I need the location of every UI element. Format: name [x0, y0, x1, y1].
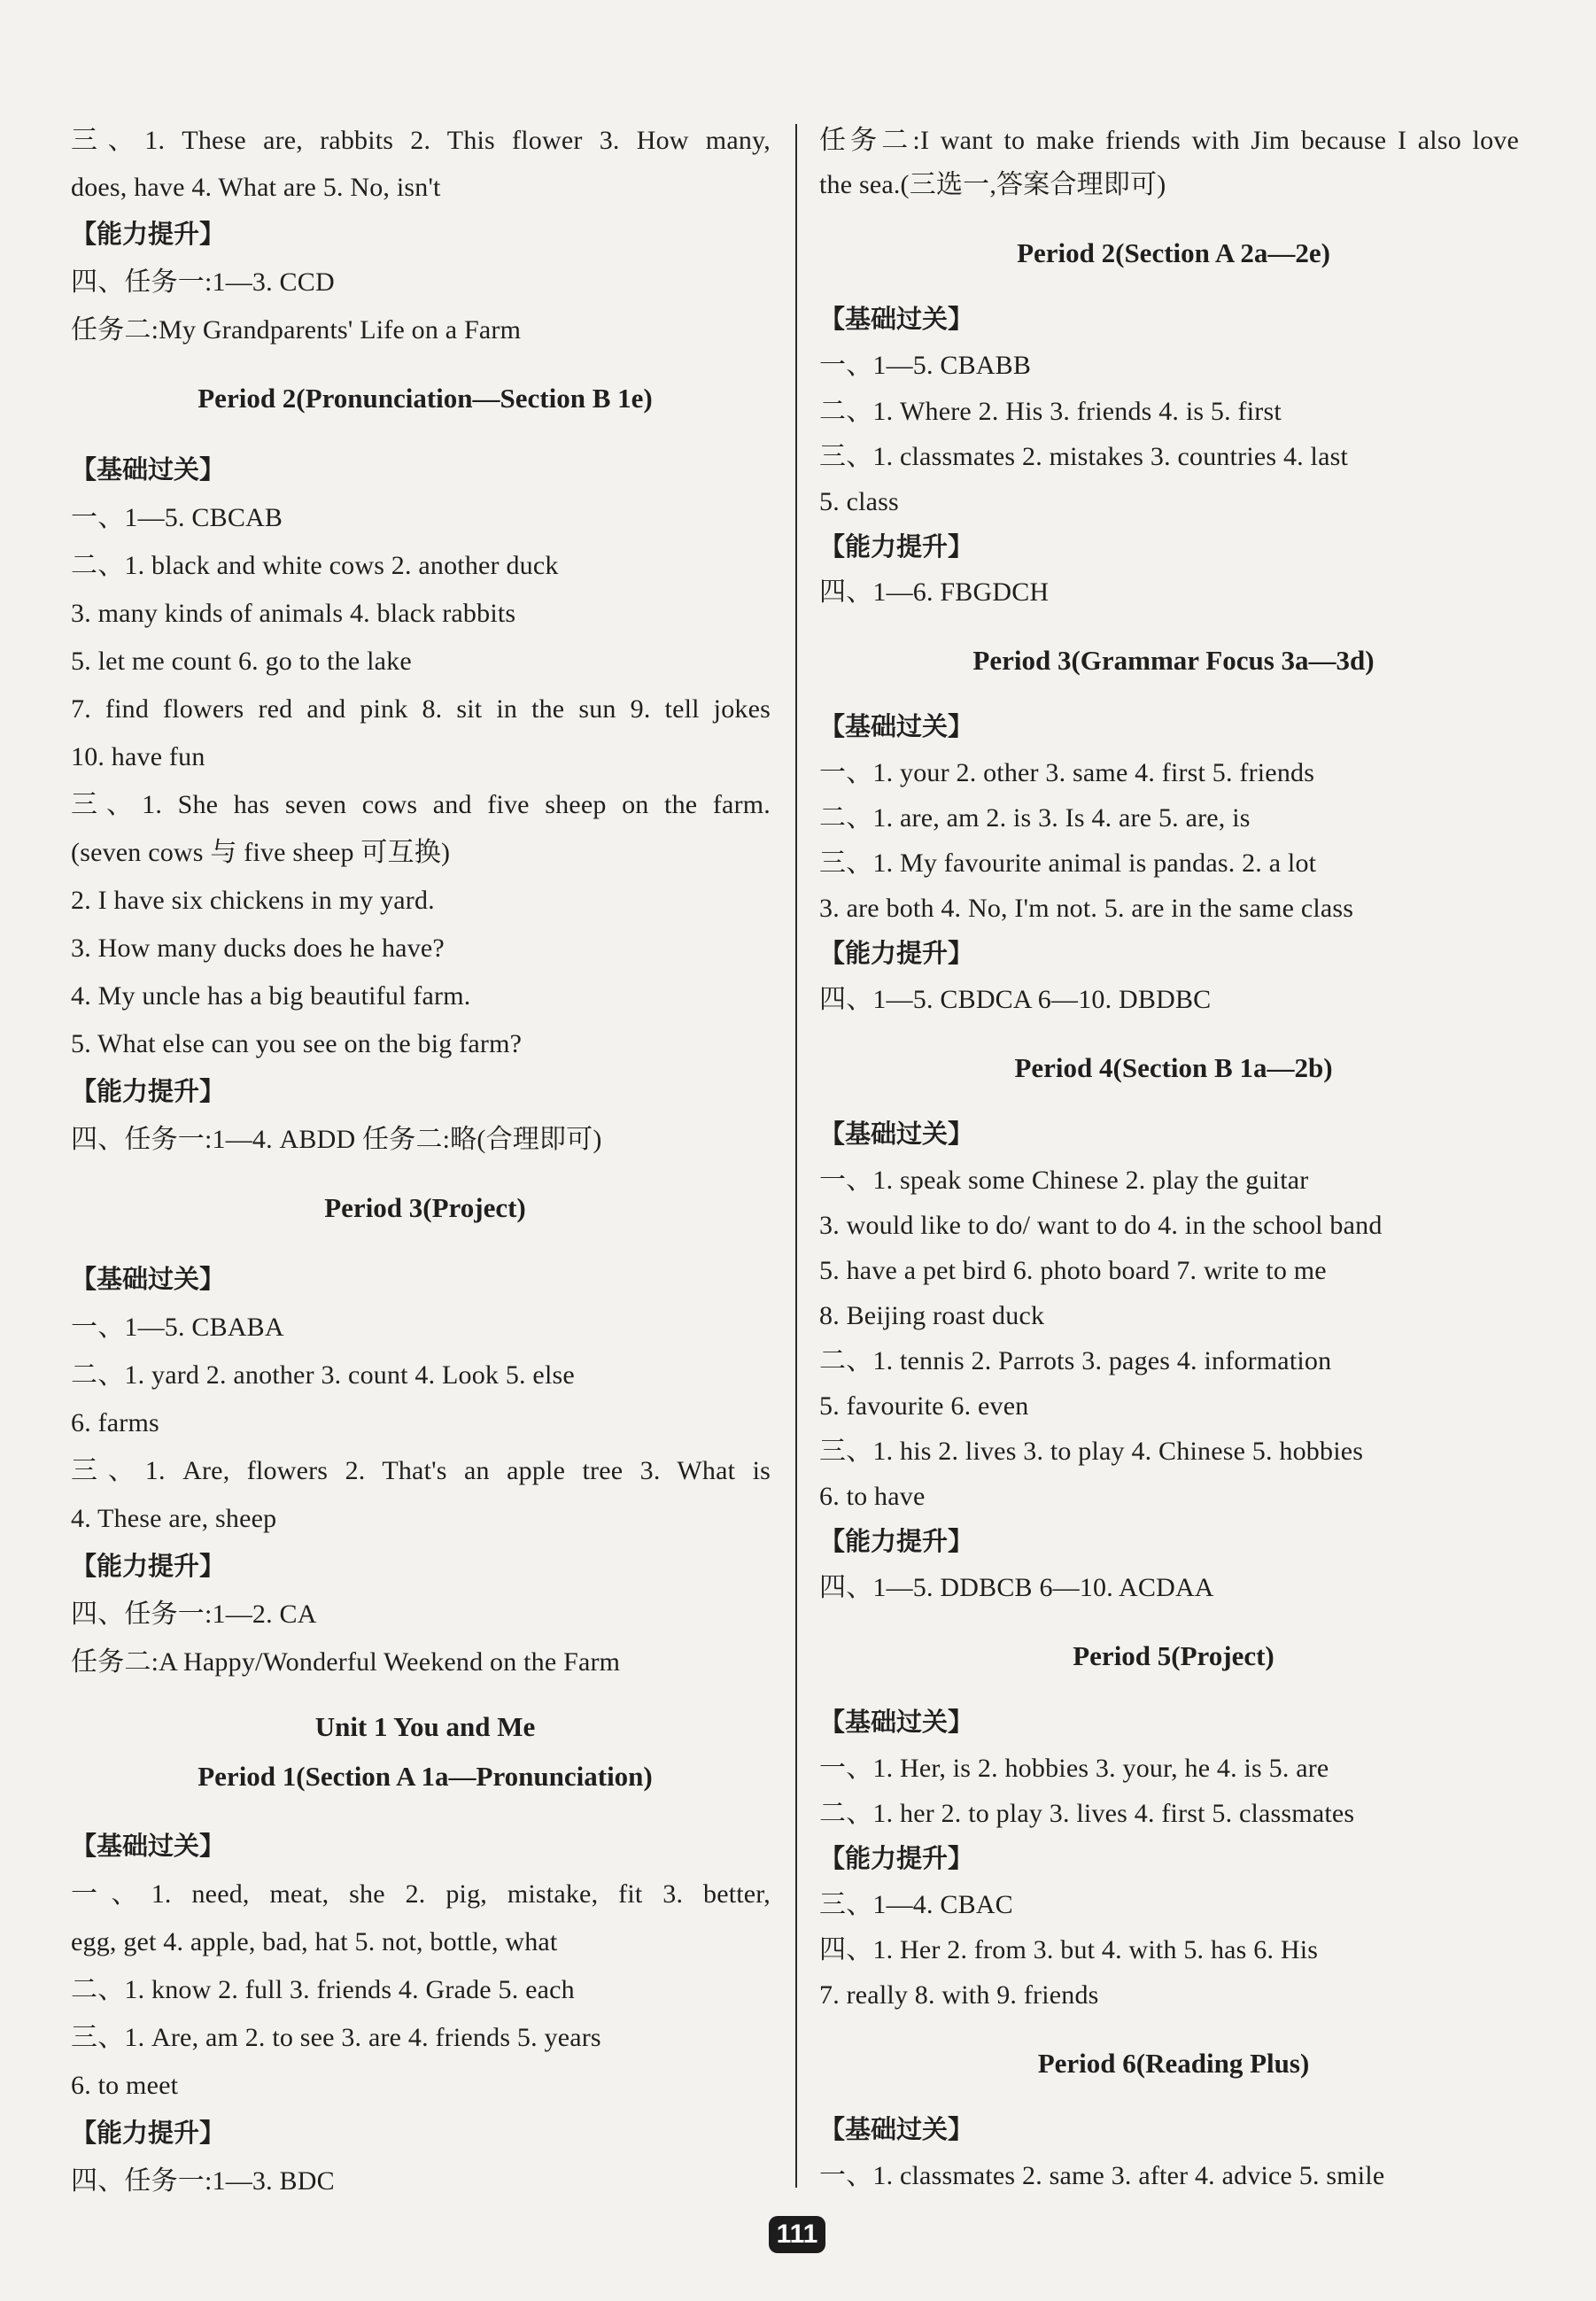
section-label: 【能力提升】 [71, 1076, 226, 1106]
period-heading: Period 1(Section A 1a—Pronunciation) [198, 1761, 653, 1792]
text-line: 2. I have six chickens in my yard. [71, 886, 435, 915]
text-line: 四、任务一:1—3. CCD [71, 267, 335, 297]
text-line: 5. let me count 6. go to the lake [71, 647, 412, 676]
period-heading: Period 2(Section A 2a—2e) [1017, 237, 1330, 268]
text-line: egg, get 4. apple, bad, hat 5. not, bottle, what [71, 1927, 558, 1956]
text-line: 三、1. Are, am 2. to see 3. are 4. friends 5. years [71, 2023, 601, 2052]
section-label: 【能力提升】 [71, 1551, 226, 1581]
text-line: 三、1—4. CBAC [819, 1890, 1013, 1919]
text-line: 四、任务一:1—2. CA [71, 1600, 317, 1629]
section-label: 【基础过关】 [819, 1119, 974, 1149]
text-line: 4. These are, sheep [71, 1504, 277, 1533]
text-line: 二、1. know 2. full 3. friends 4. Grade 5. each [71, 1975, 575, 2004]
section-label: 【能力提升】 [819, 1843, 974, 1873]
text-line: does, have 4. What are 5. No, isn't [71, 173, 441, 202]
section-label: 【基础过关】 [819, 304, 974, 334]
column-divider [795, 124, 797, 2188]
period-heading: Period 3(Grammar Focus 3a—3d) [972, 645, 1375, 676]
section-label: 【能力提升】 [819, 938, 974, 968]
text-line: 6. to meet [71, 2071, 179, 2100]
section-label: 【基础过关】 [819, 711, 974, 741]
text-line: 三、1. These are, rabbits 2. This flower 3. How many, [71, 126, 771, 155]
text-line: 3. would like to do/ want to do 4. in the school band [819, 1211, 1383, 1240]
text-line: 四、1—6. FBGDCH [819, 577, 1050, 607]
text-line: 5. What else can you see on the big farm? [71, 1029, 523, 1058]
section-label: 【基础过关】 [819, 1707, 974, 1737]
text-line: 三、1. She has seven cows and five sheep on the farm. [71, 790, 771, 819]
text-line: 5. class [819, 487, 899, 516]
period-heading: Period 2(Pronunciation—Section B 1e) [198, 383, 653, 414]
text-line: 3. How many ducks does he have? [71, 934, 445, 963]
text-line: 8. Beijing roast duck [819, 1301, 1045, 1330]
text-line: 一、1. classmates 2. same 3. after 4. advice 5. smile [819, 2161, 1385, 2190]
period-heading: Period 4(Section B 1a—2b) [1014, 1052, 1333, 1083]
text-line: 7. find flowers red and pink 8. sit in the sun 9. tell jokes [71, 694, 771, 724]
text-line: 3. are both 4. No, I'm not. 5. are in the same class [819, 894, 1354, 923]
section-label: 【能力提升】 [71, 2118, 226, 2148]
text-line: 三、1. My favourite animal is pandas. 2. a lot [819, 848, 1317, 878]
text-line: 二、1. are, am 2. is 3. Is 4. are 5. are, is [819, 803, 1251, 833]
section-label: 【基础过关】 [71, 1264, 226, 1294]
text-line: the sea.(三选一,答案合理即可) [819, 170, 1166, 199]
section-label: 【基础过关】 [71, 454, 226, 484]
text-line: 四、任务一:1—3. BDC [71, 2166, 335, 2196]
text-line: 一、1—5. CBCAB [71, 503, 283, 532]
period-heading: Period 6(Reading Plus) [1037, 2048, 1310, 2079]
text-line: 10. have fun [71, 742, 205, 771]
text-line: 二、1. black and white cows 2. another duck [71, 551, 559, 580]
text-line: 三、1. Are, flowers 2. That's an apple tree 3. What is [71, 1456, 771, 1485]
text-line: 二、1. Where 2. His 3. friends 4. is 5. first [819, 397, 1282, 426]
text-line: 四、任务一:1—4. ABDD 任务二:略(合理即可) [71, 1125, 602, 1154]
text-line: 四、1—5. DDBCB 6—10. ACDAA [819, 1573, 1214, 1602]
text-line: 6. to have [819, 1482, 926, 1511]
period-heading: Period 3(Project) [324, 1192, 526, 1223]
text-line: 一、1. need, meat, she 2. pig, mistake, fit 3. better, [71, 1879, 771, 1909]
text-line: 一、1. Her, is 2. hobbies 3. your, he 4. is 5. are [819, 1754, 1329, 1783]
section-label: 【能力提升】 [71, 219, 226, 249]
text-line: 5. have a pet bird 6. photo board 7. write to me [819, 1256, 1327, 1285]
text-line: 三、1. his 2. lives 3. to play 4. Chinese 5. hobbies [819, 1437, 1364, 1466]
text-line: 6. farms [71, 1408, 159, 1437]
text-line: 一、1—5. CBABA [71, 1313, 284, 1342]
text-line: 四、1. Her 2. from 3. but 4. with 5. has 6. His [819, 1935, 1319, 1964]
text-line: 任务二:A Happy/Wonderful Weekend on the Farm [71, 1647, 621, 1677]
text-line: 一、1. your 2. other 3. same 4. first 5. friends [819, 758, 1315, 787]
text-line: 四、1—5. CBDCA 6—10. DBDBC [819, 985, 1212, 1014]
text-line: 二、1. tennis 2. Parrots 3. pages 4. information [819, 1346, 1332, 1375]
section-label: 【基础过关】 [819, 2114, 974, 2144]
text-line: 二、1. yard 2. another 3. count 4. Look 5. else [71, 1360, 575, 1390]
page-number: 111 [769, 2216, 825, 2253]
text-line: 5. favourite 6. even [819, 1391, 1029, 1421]
section-label: 【基础过关】 [71, 1831, 226, 1861]
text-line: (seven cows 与 five sheep 可互换) [71, 838, 451, 867]
text-line: 任务二:I want to make friends with Jim because I also love [819, 126, 1519, 155]
section-label: 【能力提升】 [819, 1526, 974, 1556]
text-line: 三、1. classmates 2. mistakes 3. countries 4. last [819, 442, 1349, 471]
section-label: 【能力提升】 [819, 531, 974, 562]
period-heading: Period 5(Project) [1073, 1640, 1274, 1671]
text-line: 7. really 8. with 9. friends [819, 1980, 1099, 2010]
text-line: 任务二:My Grandparents' Life on a Farm [71, 315, 522, 345]
unit-heading: Unit 1 You and Me [314, 1711, 536, 1742]
text-line: 一、1. speak some Chinese 2. play the guitar [819, 1166, 1309, 1195]
text-line: 4. My uncle has a big beautiful farm. [71, 981, 471, 1011]
text-line: 一、1—5. CBABB [819, 351, 1032, 380]
text-line: 二、1. her 2. to play 3. lives 4. first 5. classmates [819, 1799, 1355, 1828]
text-line: 3. many kinds of animals 4. black rabbits [71, 599, 516, 628]
